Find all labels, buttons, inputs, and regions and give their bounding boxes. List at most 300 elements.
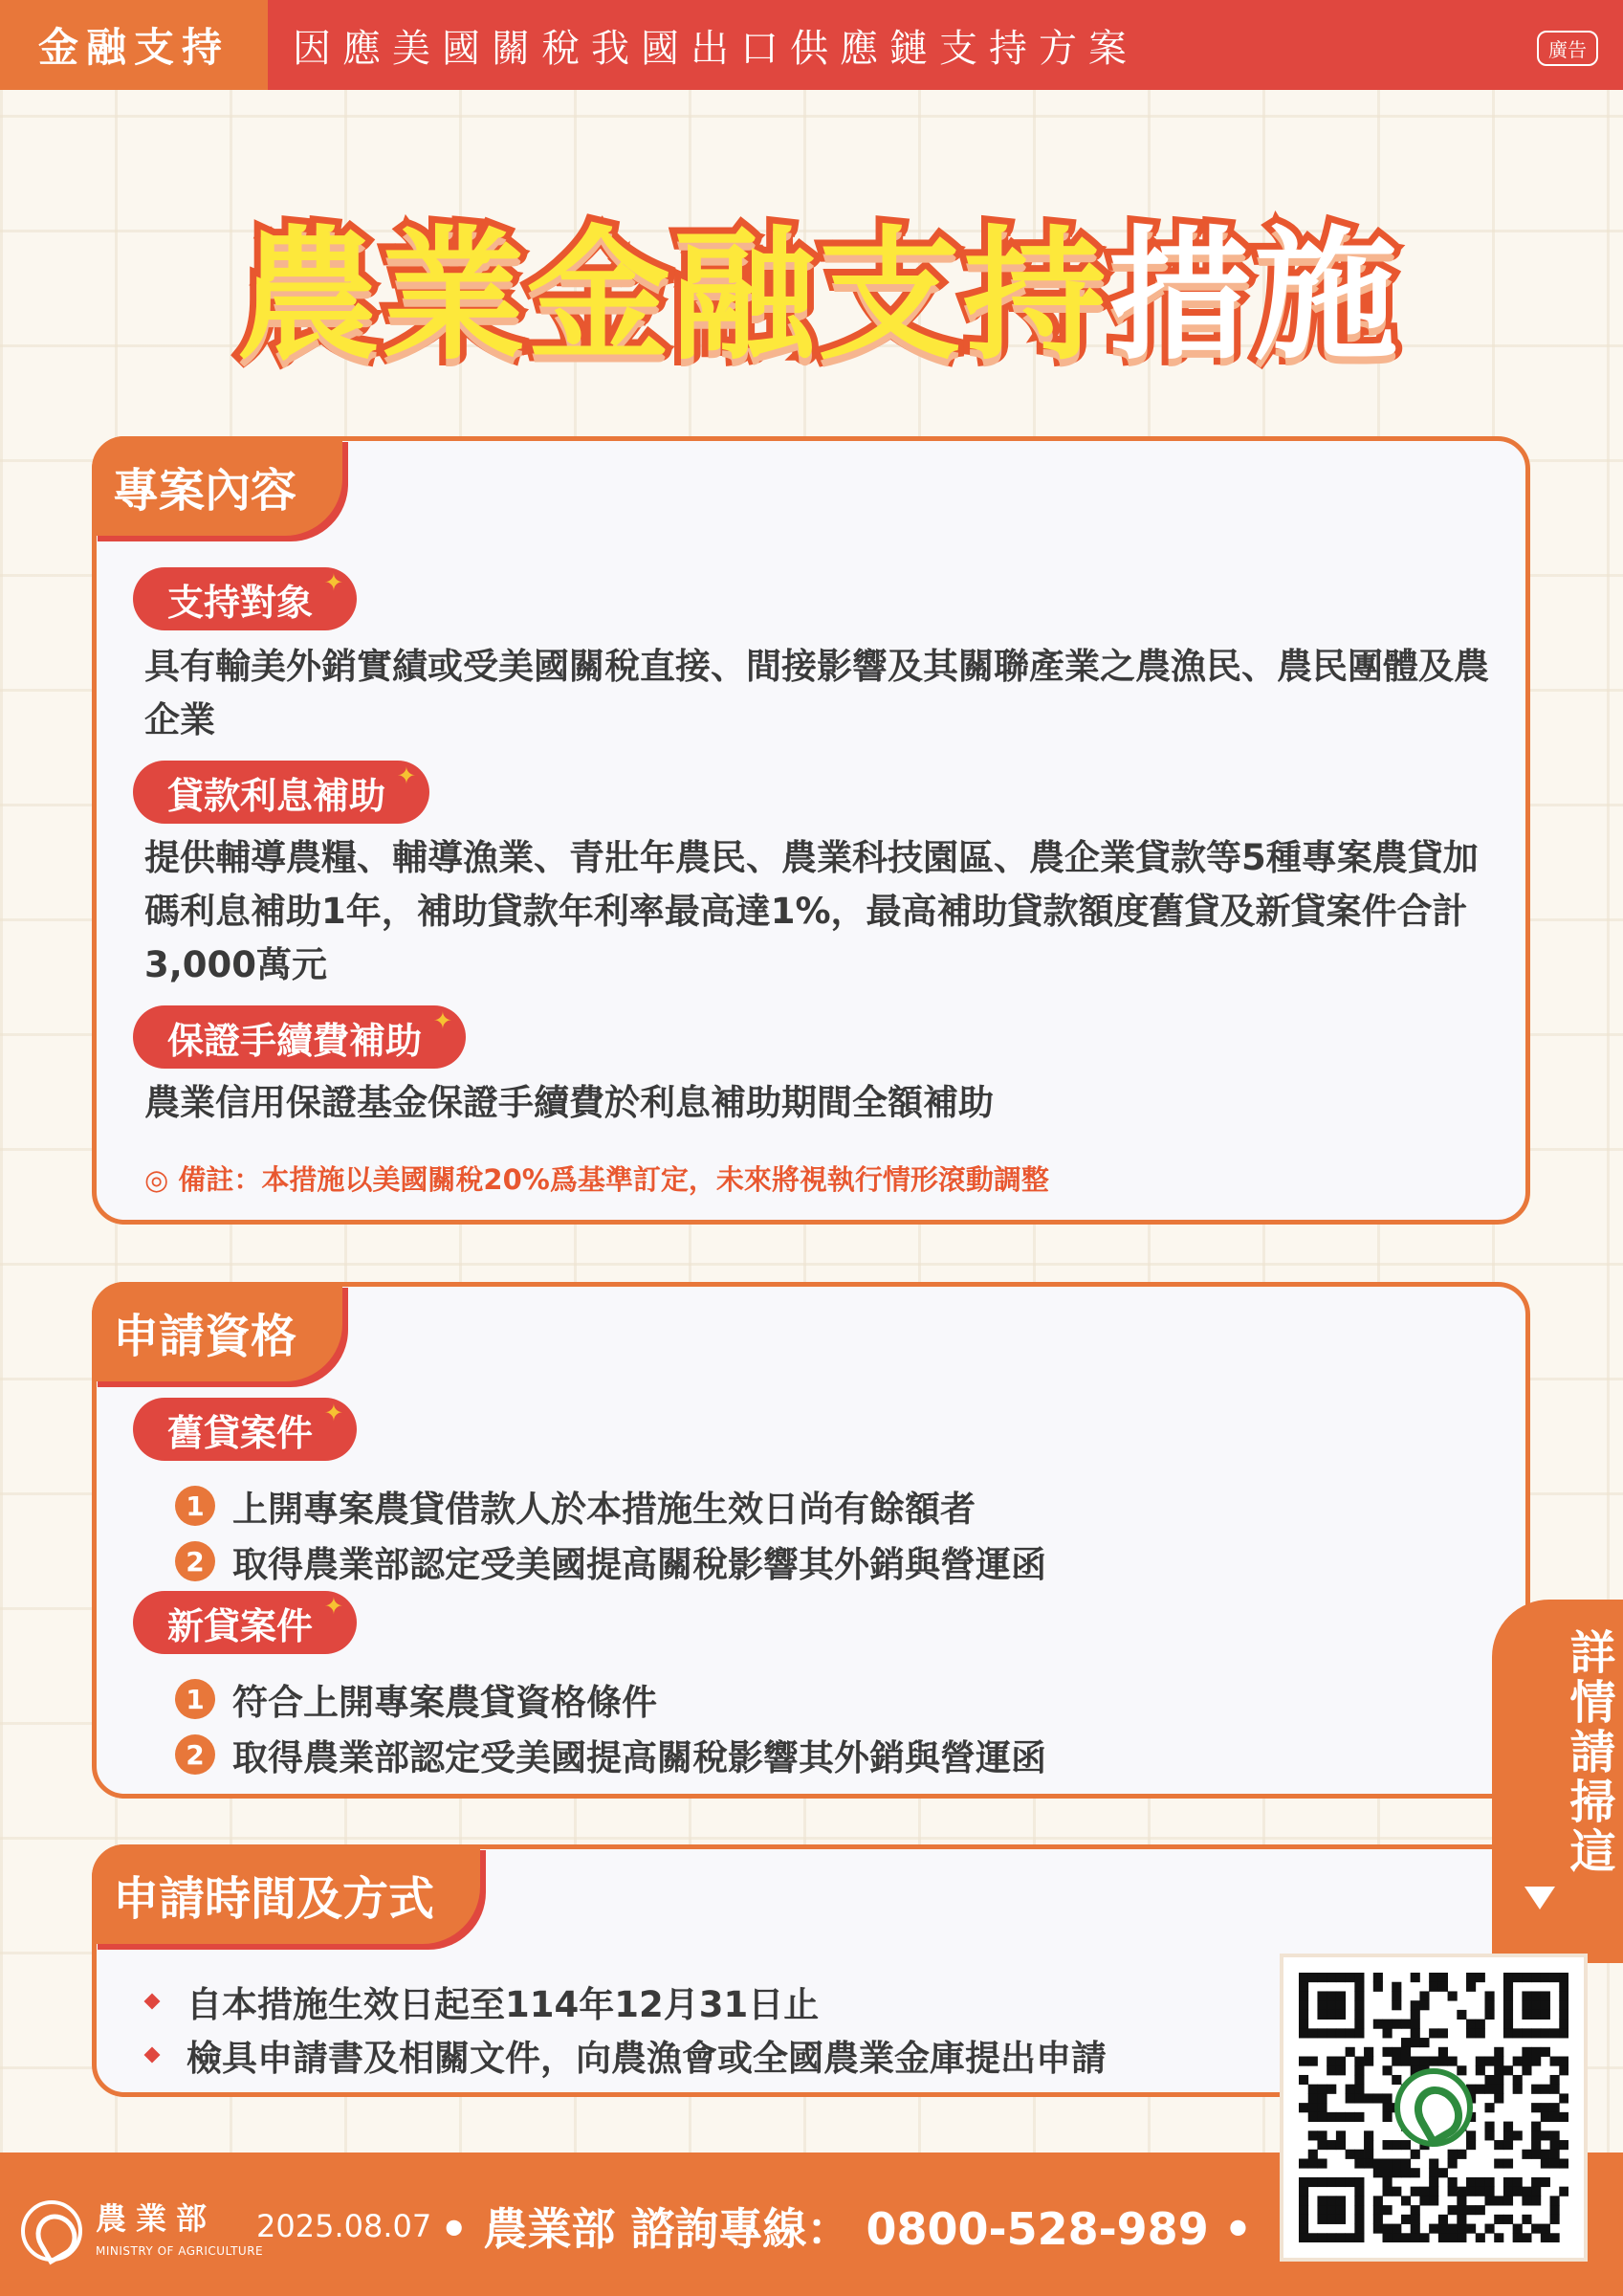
qr-module: [1438, 2168, 1448, 2177]
qr-module: [1559, 2000, 1568, 2010]
qr-module: [1317, 2177, 1327, 2187]
qr-module: [1438, 1982, 1448, 1992]
qr-module: [1327, 2010, 1336, 2020]
ministry-name: 農業部: [96, 2200, 217, 2237]
qr-module: [1503, 1982, 1513, 1992]
qr-module: [1336, 2028, 1346, 2038]
qr-module: [1299, 2196, 1308, 2205]
qr-module: [1476, 2085, 1485, 2094]
qr-module: [1448, 1991, 1458, 2000]
qr-module: [1466, 2177, 1476, 2187]
qr-module: [1299, 2205, 1308, 2215]
qr-module: [1457, 2187, 1466, 2197]
qr-module: [1411, 2187, 1420, 2197]
qr-module: [1346, 2085, 1355, 2094]
qr-module: [1327, 2028, 1336, 2038]
qr-module: [1354, 2205, 1364, 2215]
qr-module: [1429, 2187, 1438, 2197]
qr-module: [1317, 2196, 1327, 2205]
qr-code[interactable]: [1280, 1954, 1588, 2262]
ad-badge: 廣告: [1537, 31, 1598, 66]
qr-module: [1550, 2057, 1560, 2066]
qr-module: [1354, 2112, 1364, 2122]
qr-module: [1513, 2085, 1523, 2094]
qr-module: [1392, 2075, 1401, 2085]
page-title: [191, 180, 1444, 386]
qr-module: [1476, 2028, 1485, 2038]
qr-module: [1503, 2065, 1513, 2075]
qr-module: [1559, 2010, 1568, 2020]
qr-module: [1503, 2196, 1513, 2205]
qr-module: [1476, 2177, 1485, 2187]
qr-module: [1457, 2205, 1466, 2215]
qr-module: [1484, 2224, 1494, 2234]
qr-module: [1383, 2205, 1393, 2215]
qr-module: [1354, 2010, 1364, 2020]
qr-module: [1550, 2233, 1560, 2242]
qr-module: [1401, 2140, 1411, 2150]
list-item: [146, 2029, 1107, 2081]
qr-module: [1373, 2215, 1383, 2224]
qr-module: [1346, 2093, 1355, 2103]
eligibility-tab: 申請資格: [92, 1282, 342, 1381]
qr-module: [1392, 1982, 1401, 1992]
qr-module: [1411, 2028, 1420, 2038]
qr-module: [1559, 1973, 1568, 1982]
qr-module: [1327, 2112, 1336, 2122]
qr-module: [1503, 2215, 1513, 2224]
qr-module: [1327, 2085, 1336, 2094]
qr-module: [1373, 2020, 1383, 2029]
qr-module: [1429, 2158, 1438, 2168]
qr-module: [1457, 2065, 1466, 2075]
list-item-text: 檢具申請書及相關文件，向農漁會或全國農業金庫提出申請: [186, 2038, 1107, 2079]
qr-module: [1392, 2020, 1401, 2029]
qr-module: [1411, 2150, 1420, 2159]
qr-module: [1401, 2020, 1411, 2029]
qr-module: [1457, 2010, 1466, 2020]
qr-module: [1299, 2103, 1308, 2112]
qr-module: [1559, 2140, 1568, 2150]
qr-module: [1419, 2187, 1429, 2197]
qr-module: [1364, 2057, 1373, 2066]
qr-module: [1336, 2065, 1346, 2075]
qr-module: [1308, 2057, 1318, 2066]
qr-module: [1531, 2028, 1541, 2038]
qr-module: [1354, 2057, 1364, 2066]
qr-module: [1448, 2233, 1458, 2242]
qr-module: [1336, 2215, 1346, 2224]
qr-module: [1466, 1973, 1476, 1982]
qr-module: [1299, 1973, 1308, 1982]
qr-module: [1336, 2057, 1346, 2066]
qr-module: [1299, 2028, 1308, 2038]
qr-module: [1484, 2130, 1494, 2140]
qr-module: [1299, 2075, 1308, 2085]
qr-module: [1373, 2205, 1383, 2215]
qr-module: [1503, 2122, 1513, 2131]
qr-module: [1448, 2150, 1458, 2159]
qr-module: [1336, 2196, 1346, 2205]
old-loan-label: 舊貸案件: [167, 1411, 314, 1454]
qr-module: [1373, 1982, 1383, 1992]
target-text: 具有輸美外銷實績或受美國關稅直接、間接影響及其關聯產業之農漁民、農民團體及農企業: [144, 646, 1489, 740]
qr-module: [1429, 2057, 1438, 2066]
qr-module: [1531, 2187, 1541, 2197]
qr-module: [1522, 2065, 1531, 2075]
qr-module: [1364, 2158, 1373, 2168]
list-item-text: 自本措施生效日起至114年12月31日止: [186, 1984, 820, 2025]
qr-module: [1308, 2028, 1318, 2038]
list-item-text: 符合上開專案農貸資格條件: [232, 1682, 657, 1723]
qr-module: [1354, 2150, 1364, 2159]
qr-module: [1541, 2130, 1550, 2140]
qr-module: [1541, 2233, 1550, 2242]
qr-module: [1299, 2158, 1308, 2168]
qr-module: [1317, 2093, 1327, 2103]
qr-module: [1354, 2196, 1364, 2205]
qr-module: [1550, 1973, 1560, 1982]
guarantee-text: 農業信用保證基金保證手續費於利息補助期間全額補助: [144, 1082, 994, 1123]
qr-module: [1484, 2122, 1494, 2131]
qr-module: [1308, 2177, 1318, 2187]
qr-module: [1513, 2130, 1523, 2140]
qr-module: [1346, 2028, 1355, 2038]
qr-module: [1457, 2224, 1466, 2234]
qr-module: [1317, 2085, 1327, 2094]
qr-module: [1336, 1973, 1346, 1982]
qr-module: [1503, 2177, 1513, 2187]
qr-module: [1308, 2085, 1318, 2094]
qr-module: [1411, 2205, 1420, 2215]
target-label: 支持對象: [167, 581, 314, 624]
list-item: [175, 1673, 657, 1725]
qr-module: [1336, 2010, 1346, 2020]
qr-module: [1429, 2196, 1438, 2205]
qr-module: [1354, 2177, 1364, 2187]
qr-module: [1327, 2140, 1336, 2150]
qr-module: [1531, 2196, 1541, 2205]
qr-module: [1317, 1991, 1327, 2000]
qr-module: [1438, 2057, 1448, 2066]
qr-module: [1392, 2187, 1401, 2197]
qr-module: [1419, 2000, 1429, 2010]
qr-module: [1531, 2010, 1541, 2020]
qr-module: [1429, 2028, 1438, 2038]
qr-module: [1522, 2028, 1531, 2038]
qr-module: [1392, 2140, 1401, 2150]
qr-module: [1401, 2168, 1411, 2177]
qr-module: [1383, 2065, 1393, 2075]
qr-module: [1354, 1982, 1364, 1992]
qr-module: [1383, 2093, 1393, 2103]
qr-module: [1448, 2158, 1458, 2168]
qr-module: [1438, 1973, 1448, 1982]
qr-module: [1373, 1973, 1383, 1982]
qr-module: [1484, 2196, 1494, 2205]
qr-module: [1531, 2057, 1541, 2066]
qr-module: [1457, 2233, 1466, 2242]
qr-module: [1383, 2047, 1393, 2057]
qr-module: [1476, 2187, 1485, 2197]
qr-module: [1550, 2103, 1560, 2112]
qr-module: [1317, 2130, 1327, 2140]
qr-module: [1327, 2205, 1336, 2215]
qr-module: [1392, 2047, 1401, 2057]
qr-module: [1346, 1973, 1355, 1982]
qr-module: [1484, 2010, 1494, 2020]
qr-module: [1419, 2057, 1429, 2066]
qr-module: [1336, 2130, 1346, 2140]
sparkle-icon: ✦: [396, 762, 417, 789]
qr-module: [1457, 2150, 1466, 2159]
qr-module: [1559, 2158, 1568, 2168]
qr-module: [1346, 2150, 1355, 2159]
hotline: • 農業部 諮詢專線： 0800-528-989 •: [440, 2203, 1253, 2255]
qr-module: [1354, 1973, 1364, 1982]
qr-module: [1503, 2158, 1513, 2168]
qr-module: [1354, 2028, 1364, 2038]
qr-module: [1373, 2196, 1383, 2205]
qr-module: [1354, 2075, 1364, 2085]
qr-module: [1317, 2028, 1327, 2038]
qr-module: [1336, 2233, 1346, 2242]
qr-module: [1438, 2047, 1448, 2057]
qr-module: [1438, 2215, 1448, 2224]
qr-module: [1531, 2140, 1541, 2150]
qr-module: [1317, 2103, 1327, 2112]
qr-module: [1541, 2000, 1550, 2010]
qr-module: [1531, 2130, 1541, 2140]
qr-module: [1531, 2150, 1541, 2159]
qr-module: [1354, 2000, 1364, 2010]
qr-module: [1550, 2158, 1560, 2168]
qr-module: [1531, 2000, 1541, 2010]
project-content-card: [92, 436, 1530, 1225]
qr-module: [1308, 2233, 1318, 2242]
qr-module: [1513, 1973, 1523, 1982]
qr-module: [1383, 2112, 1393, 2122]
qr-module: [1401, 2196, 1411, 2205]
qr-module: [1541, 1991, 1550, 2000]
qr-module: [1317, 2112, 1327, 2122]
qr-module: [1484, 2057, 1494, 2066]
new-loan-label: 新貸案件: [167, 1604, 314, 1647]
qr-module: [1438, 2224, 1448, 2234]
qr-module: [1364, 2093, 1373, 2103]
qr-module: [1411, 2010, 1420, 2020]
qr-module: [1346, 2112, 1355, 2122]
qr-module: [1411, 2020, 1420, 2029]
qr-module: [1299, 2010, 1308, 2020]
qr-module: [1550, 2140, 1560, 2150]
qr-module: [1327, 1973, 1336, 1982]
qr-module: [1327, 2000, 1336, 2010]
qr-module: [1354, 2085, 1364, 2094]
qr-module: [1494, 2075, 1503, 2085]
banner-tag: 金融支持: [0, 0, 268, 90]
qr-module: [1522, 2196, 1531, 2205]
qr-module: [1299, 2000, 1308, 2010]
qr-module: [1484, 2075, 1494, 2085]
qr-module: [1466, 1982, 1476, 1992]
number-badge: 1: [175, 1679, 215, 1719]
qr-module: [1494, 2140, 1503, 2150]
qr-module: [1448, 2177, 1458, 2187]
qr-module: [1522, 2057, 1531, 2066]
qr-module: [1522, 2233, 1531, 2242]
qr-module: [1541, 2150, 1550, 2159]
qr-module: [1327, 2065, 1336, 2075]
qr-module: [1299, 1982, 1308, 1992]
qr-module: [1317, 2140, 1327, 2150]
qr-module: [1299, 2057, 1308, 2066]
qr-module: [1541, 2224, 1550, 2234]
qr-module: [1503, 2000, 1513, 2010]
qr-module: [1401, 2215, 1411, 2224]
qr-module: [1364, 2130, 1373, 2140]
qr-module: [1541, 2158, 1550, 2168]
qr-center-logo-icon: [1394, 2068, 1473, 2147]
qr-module: [1411, 2224, 1420, 2234]
triangle-down-icon: [1524, 1887, 1555, 1910]
qr-module: [1336, 2140, 1346, 2150]
target-pill: [133, 567, 357, 630]
qr-module: [1550, 2205, 1560, 2215]
qr-module: [1299, 2233, 1308, 2242]
qr-module: [1448, 2205, 1458, 2215]
qr-module: [1494, 2057, 1503, 2066]
qr-module: [1364, 2047, 1373, 2057]
qr-module: [1550, 2130, 1560, 2140]
qr-module: [1503, 2028, 1513, 2038]
qr-module: [1513, 2233, 1523, 2242]
qr-module: [1466, 2028, 1476, 2038]
qr-module: [1503, 2187, 1513, 2197]
qr-module: [1494, 2065, 1503, 2075]
list-item: [175, 1535, 1046, 1587]
qr-module: [1550, 2150, 1560, 2159]
qr-module: [1559, 2187, 1568, 2197]
number-badge: 1: [175, 1486, 215, 1526]
list-item-text: 取得農業部認定受美國提高關稅影響其外銷與營運函: [232, 1737, 1046, 1778]
qr-module: [1392, 2057, 1401, 2066]
qr-module: [1513, 2075, 1523, 2085]
qr-module: [1299, 2215, 1308, 2224]
application-tab: 申請時間及方式: [92, 1844, 480, 1944]
qr-module: [1494, 2085, 1503, 2094]
qr-module: [1383, 2224, 1393, 2234]
qr-module: [1383, 2158, 1393, 2168]
guarantee-pill: [133, 1005, 466, 1069]
qr-module: [1522, 1991, 1531, 2000]
qr-module: [1466, 2187, 1476, 2197]
qr-module: [1503, 1973, 1513, 1982]
qr-module: [1411, 2000, 1420, 2010]
sparkle-icon: ✦: [323, 569, 344, 596]
qr-module: [1550, 2112, 1560, 2122]
qr-module: [1522, 2215, 1531, 2224]
qr-module: [1494, 2158, 1503, 2168]
qr-module: [1317, 2205, 1327, 2215]
qr-module: [1513, 2028, 1523, 2038]
ministry-english-name: MINISTRY OF AGRICULTURE: [96, 2244, 264, 2258]
qr-module: [1550, 2085, 1560, 2094]
qr-module: [1494, 2196, 1503, 2205]
qr-module: [1299, 2224, 1308, 2234]
qr-module: [1484, 2085, 1494, 2094]
qr-module: [1392, 2168, 1401, 2177]
qr-module: [1401, 2233, 1411, 2242]
qr-module: [1383, 2140, 1393, 2150]
qr-module: [1513, 2224, 1523, 2234]
qr-module: [1503, 2010, 1513, 2020]
qr-module: [1429, 1973, 1438, 1982]
qr-module: [1411, 2168, 1420, 2177]
qr-module: [1559, 2093, 1568, 2103]
qr-module: [1317, 1973, 1327, 1982]
qr-module: [1419, 2196, 1429, 2205]
qr-module: [1550, 2215, 1560, 2224]
remark-note: ◎ 備註：本措施以美國關稅20%爲基準訂定，未來將視執行情形滾動調整: [144, 1163, 1049, 1196]
qr-module: [1429, 2224, 1438, 2234]
qr-module: [1373, 2093, 1383, 2103]
qr-module: [1476, 2205, 1485, 2215]
qr-module: [1503, 2140, 1513, 2150]
qr-module: [1411, 2215, 1420, 2224]
qr-module: [1401, 2158, 1411, 2168]
qr-module: [1392, 2224, 1401, 2234]
list-item-text: 取得農業部認定受美國提高關稅影響其外銷與營運函: [232, 1544, 1046, 1585]
qr-module: [1494, 2233, 1503, 2242]
qr-module: [1531, 1973, 1541, 1982]
qr-module: [1308, 2112, 1318, 2122]
qr-module: [1354, 2233, 1364, 2242]
qr-module: [1383, 2168, 1393, 2177]
top-banner: [0, 0, 1623, 90]
qr-module: [1373, 2224, 1383, 2234]
qr-module: [1299, 2177, 1308, 2187]
qr-module: [1522, 2150, 1531, 2159]
qr-module: [1317, 2233, 1327, 2242]
qr-module: [1401, 2047, 1411, 2057]
qr-module: [1550, 2075, 1560, 2085]
diamond-bullet-icon: [144, 1994, 161, 2010]
qr-module: [1484, 2000, 1494, 2010]
scan-here-text: 詳情請掃這: [1562, 1628, 1615, 1877]
qr-module: [1448, 2187, 1458, 2197]
qr-module: [1429, 2168, 1438, 2177]
qr-module: [1354, 2020, 1364, 2029]
qr-module: [1308, 2130, 1318, 2140]
qr-module: [1484, 1991, 1494, 2000]
qr-module: [1466, 2020, 1476, 2029]
list-item: [175, 1480, 976, 1532]
interest-pill: [133, 761, 429, 824]
qr-module: [1419, 1991, 1429, 2000]
qr-module: [1541, 2047, 1550, 2057]
qr-module: [1466, 2130, 1476, 2140]
qr-module: [1494, 2093, 1503, 2103]
banner-title: 因應美國關稅我國出口供應鏈支持方案: [293, 26, 1138, 71]
qr-module: [1411, 1973, 1420, 1982]
qr-module: [1383, 2020, 1393, 2029]
qr-module: [1354, 2158, 1364, 2168]
project-content-tab: 專案內容: [92, 436, 342, 536]
qr-module: [1373, 2168, 1383, 2177]
qr-module: [1346, 2177, 1355, 2187]
sparkle-icon: ✦: [323, 1400, 344, 1426]
